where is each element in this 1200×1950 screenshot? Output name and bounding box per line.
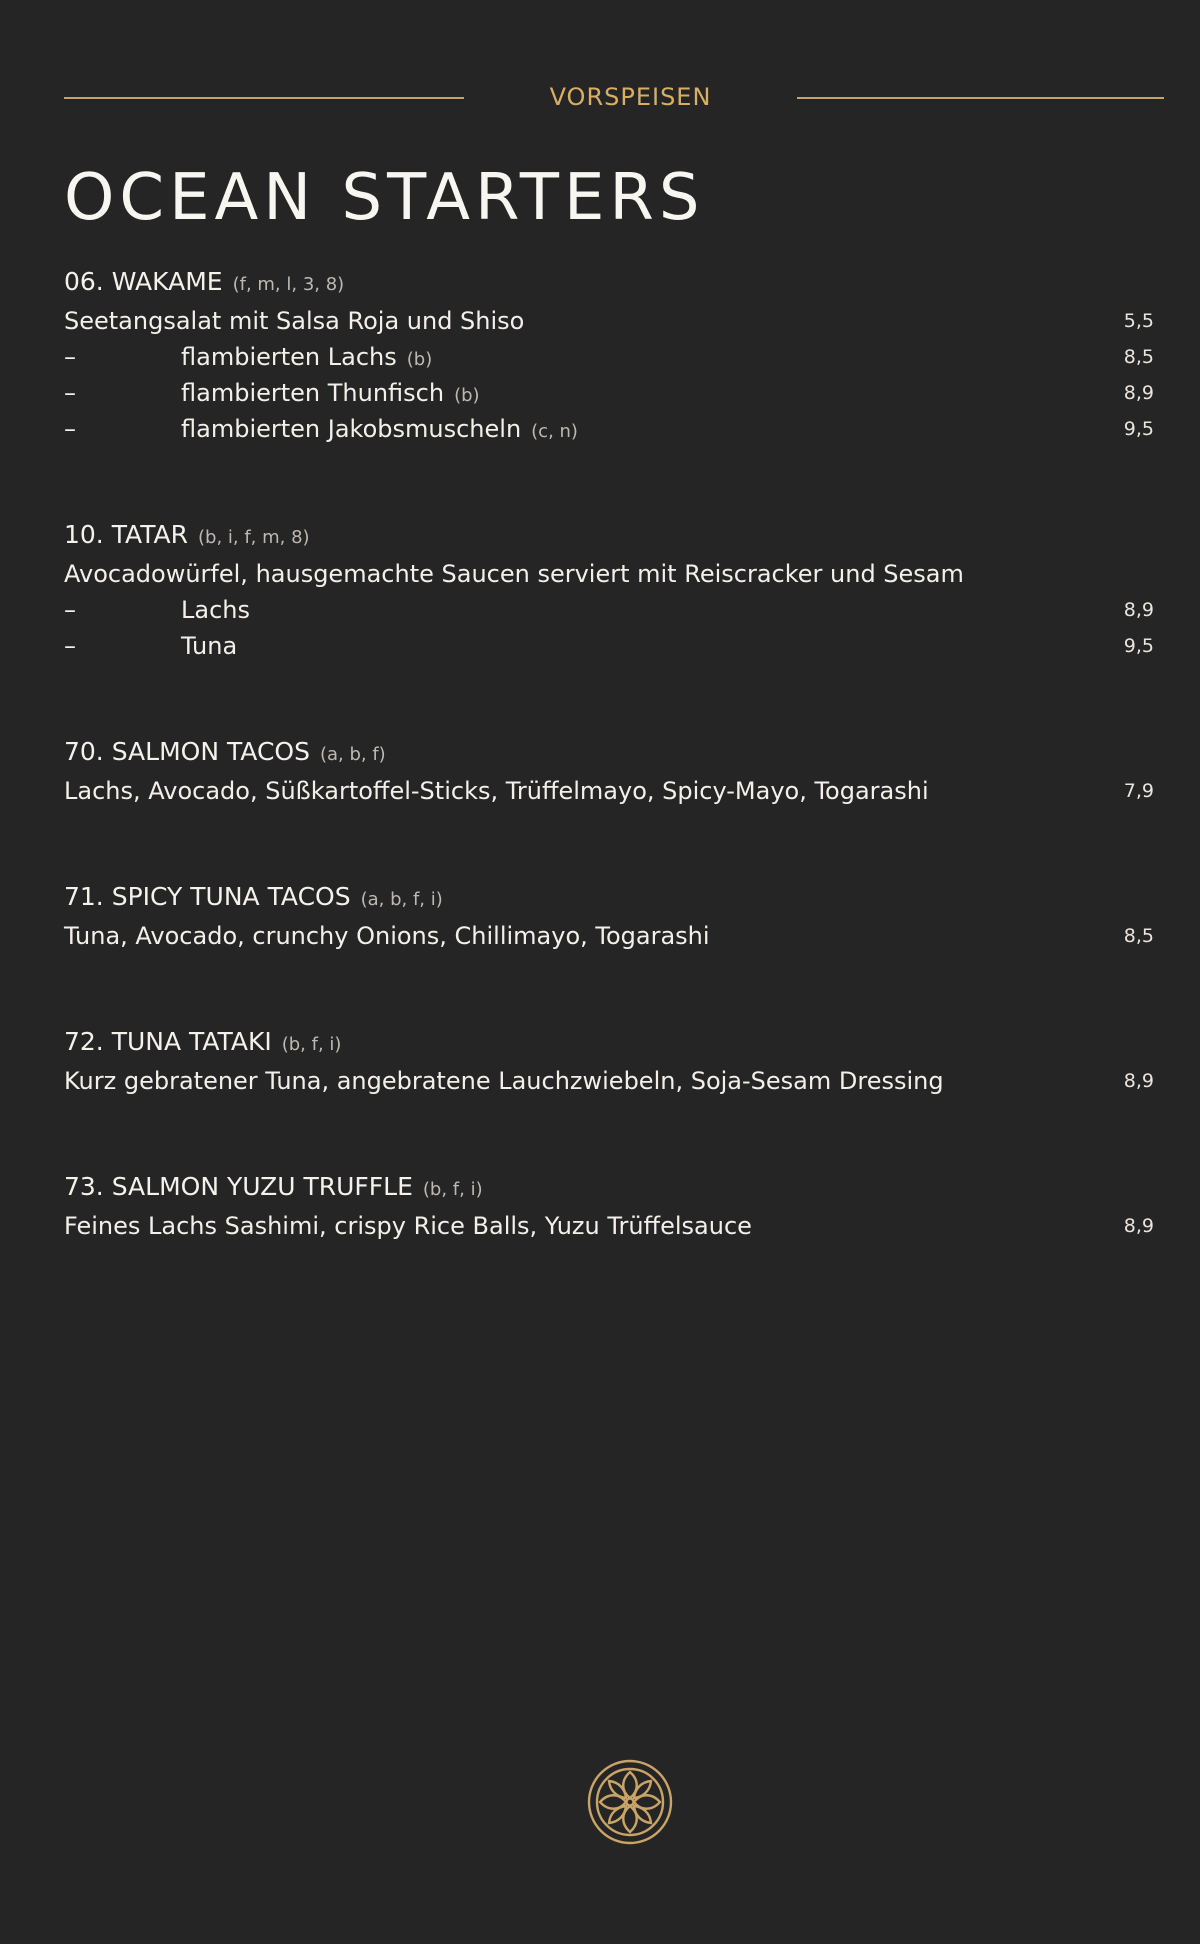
variant-row: [64, 592, 1154, 628]
variant-label: flambierten Jakobsmuscheln: [181, 415, 522, 443]
item-heading: [64, 1169, 1154, 1208]
variant-price: 9,5: [1123, 418, 1154, 440]
variant-row: [64, 628, 1154, 664]
item-allergens: (a, b, f): [319, 744, 386, 765]
item-price: 8,5: [1123, 925, 1154, 947]
menu-item-tatar: [64, 517, 1154, 664]
item-name: 70. SALMON TACOS: [64, 737, 310, 766]
item-description: Lachs, Avocado, Süßkartoffel-Sticks, Trüffelmayo, Spicy-Mayo, Togarashi: [64, 777, 929, 805]
item-description: Kurz gebratener Tuna, angebratene Lauchzwiebeln, Soja-Sesam Dressing: [64, 1067, 944, 1095]
flower-emblem-icon: [586, 1758, 674, 1846]
item-allergens: (b, i, f, m, 8): [198, 527, 310, 548]
item-allergens: (a, b, f, i): [360, 889, 443, 910]
item-name: 73. SALMON YUZU TRUFFLE: [64, 1172, 413, 1201]
page-title: OCEAN STARTERS: [64, 161, 705, 235]
header-rule-left: [64, 97, 464, 99]
variant-label-group: [181, 339, 432, 378]
item-description: Feines Lachs Sashimi, crispy Rice Balls, Yuzu Trüffelsauce: [64, 1212, 752, 1240]
item-allergens: (f, m, l, 3, 8): [232, 274, 345, 295]
menu-item-salmon-yuzu-truffle: [64, 1169, 1154, 1244]
menu-item-tuna-tataki: [64, 1024, 1154, 1099]
variant-row: [64, 375, 1154, 411]
variant-price: 8,9: [1123, 599, 1154, 621]
item-description-row: [64, 303, 1154, 339]
variant-dash: –: [64, 379, 76, 407]
item-heading: [64, 264, 1154, 303]
item-price: 7,9: [1123, 780, 1154, 802]
variant-label: flambierten Thunfisch: [181, 379, 445, 407]
item-name: 06. WAKAME: [64, 267, 223, 296]
item-allergens: (b, f, i): [422, 1179, 483, 1200]
item-name: 72. TUNA TATAKI: [64, 1027, 272, 1056]
section-header: [64, 80, 1164, 114]
item-description: Tuna, Avocado, crunchy Onions, Chillimayo, Togarashi: [64, 922, 710, 950]
variant-row: [64, 339, 1154, 375]
item-description-row: [64, 773, 1154, 809]
menu-item-wakame: [64, 264, 1154, 447]
variant-price: 9,5: [1123, 635, 1154, 657]
item-price: 8,9: [1123, 1215, 1154, 1237]
menu-item-salmon-tacos: [64, 734, 1154, 809]
variant-row: [64, 411, 1154, 447]
header-rule-right: [797, 97, 1164, 99]
item-description: Seetangsalat mit Salsa Roja und Shiso: [64, 307, 525, 335]
variant-price: 8,5: [1123, 346, 1154, 368]
variant-label: Tuna: [181, 632, 238, 660]
item-allergens: (b, f, i): [281, 1034, 342, 1055]
menu-items: [64, 264, 1154, 1244]
variant-dash: –: [64, 343, 76, 371]
item-description-row: [64, 918, 1154, 954]
variant-dash: –: [64, 596, 76, 624]
variant-allergens: (b): [406, 349, 433, 370]
variant-allergens: (c, n): [531, 421, 578, 442]
variant-allergens: (b): [454, 385, 480, 406]
item-name: 10. TATAR: [64, 520, 188, 549]
variant-label-group: [181, 375, 480, 414]
item-heading: [64, 879, 1154, 918]
item-description-row: [64, 556, 1154, 592]
item-description: Avocadowürfel, hausgemachte Saucen serviert mit Reiscracker und Sesam: [64, 560, 964, 588]
item-heading: [64, 517, 1154, 556]
item-name: 71. SPICY TUNA TACOS: [64, 882, 351, 911]
item-heading: [64, 734, 1154, 773]
item-price: 5,5: [1123, 310, 1154, 332]
section-label: VORSPEISEN: [549, 83, 712, 111]
variant-label: flambierten Lachs: [181, 343, 397, 371]
item-description-row: [64, 1208, 1154, 1244]
variant-dash: –: [64, 415, 76, 443]
item-heading: [64, 1024, 1154, 1063]
menu-item-spicy-tuna-tacos: [64, 879, 1154, 954]
variant-dash: –: [64, 632, 76, 660]
variant-label-group: [181, 411, 578, 450]
item-description-row: [64, 1063, 1154, 1099]
variant-label: Lachs: [181, 596, 250, 624]
item-price: 8,9: [1123, 1070, 1154, 1092]
variant-price: 8,9: [1123, 382, 1154, 404]
